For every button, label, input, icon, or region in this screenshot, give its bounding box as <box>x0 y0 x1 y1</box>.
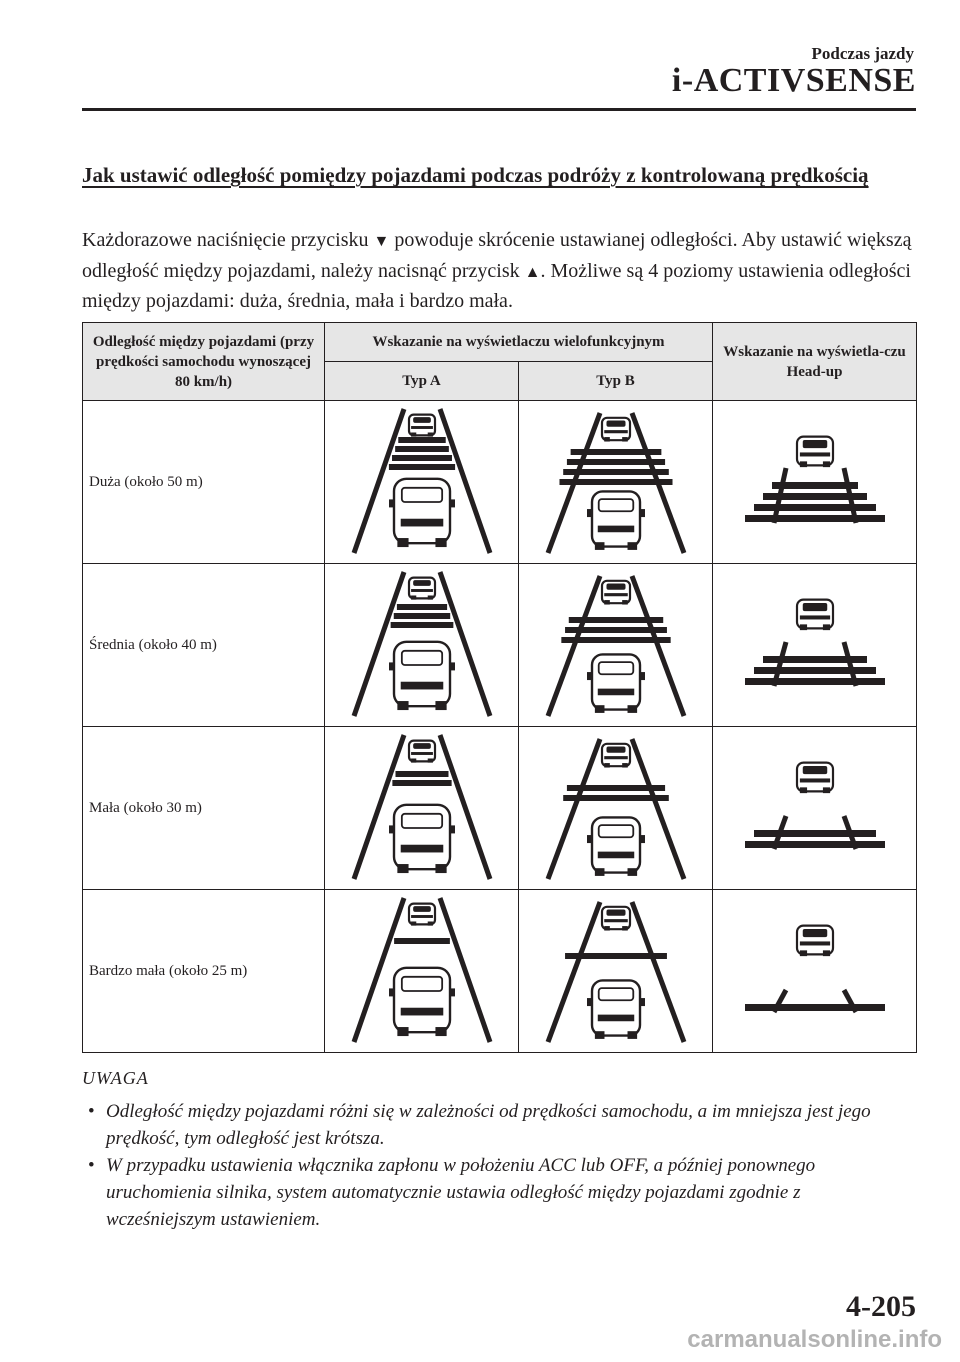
car-mirror <box>389 662 395 670</box>
header-section: Podczas jazdy <box>811 44 914 63</box>
car-wheel <box>594 868 604 876</box>
bullet-icon: • <box>88 1155 95 1176</box>
car-bumper <box>799 778 829 782</box>
type-b-figure <box>519 890 713 1053</box>
car-mirror <box>389 499 395 507</box>
table-row <box>83 564 917 727</box>
car-wheel <box>427 758 432 762</box>
lead-car-icon <box>409 904 435 926</box>
distance-bar <box>566 785 664 791</box>
car-trunk-line <box>597 1015 633 1022</box>
car-bumper <box>799 615 829 619</box>
distance-bar <box>568 617 662 623</box>
car-wheel <box>594 705 604 713</box>
col-header-headup: Wskazanie na wyświetla-czu Head-up <box>713 323 917 401</box>
car-wheel <box>397 864 408 873</box>
intro-text-3: . Możliwe są 4 poziomy ustawienia odległości między pojazdami: duża, średnia, mała i bardzo mała. <box>82 259 911 312</box>
car-bumper <box>799 941 829 945</box>
car-window <box>413 580 431 586</box>
distance-bar <box>395 446 449 452</box>
distance-bar <box>754 830 876 837</box>
note-list <box>88 1098 908 1233</box>
car-window <box>802 929 826 937</box>
distance-bar <box>565 627 667 633</box>
headup-figure <box>713 890 917 1053</box>
car-mirror <box>639 998 645 1006</box>
section-heading: Jak ustawić odległość pomiędzy pojazdami podczas podróży z kontrolowaną prędkością <box>82 163 869 187</box>
car-window <box>401 488 441 502</box>
type-a-figure <box>325 890 519 1053</box>
car-wheel <box>411 595 416 599</box>
distance-bar <box>745 678 885 685</box>
distance-bar <box>745 1004 885 1011</box>
car-wheel <box>427 432 432 436</box>
distance-bar <box>394 938 450 944</box>
own-car-icon <box>587 817 645 876</box>
car-wheel <box>397 538 408 547</box>
col-header-type-a: Typ A <box>325 362 519 401</box>
headup-figure <box>713 401 917 564</box>
car-bumper <box>604 593 628 596</box>
intro-text-1: Każdorazowe naciśnięcie przycisku <box>82 229 374 251</box>
car-wheel <box>411 758 416 762</box>
distance-bar <box>388 464 454 470</box>
car-wheel <box>427 921 432 925</box>
car-trunk-line <box>400 1008 443 1016</box>
lead-car-icon <box>602 907 630 931</box>
distance-bar <box>559 479 672 485</box>
car-window <box>401 814 441 828</box>
lead-car-icon <box>602 418 630 442</box>
distance-table <box>82 322 917 1053</box>
car-trunk-line <box>597 689 633 696</box>
car-wheel <box>799 787 806 793</box>
car-wheel <box>604 437 610 441</box>
car-window <box>606 909 625 915</box>
car-wheel <box>822 787 829 793</box>
table-row <box>83 890 917 1053</box>
col-header-distance: Odległość między pojazdami (przy prędkości samochodu wynoszącej 80 km/h) <box>83 323 325 401</box>
headup-figure <box>713 564 917 727</box>
note-text: Odległość między pojazdami różni się w zależności od prędkości samochodu, a im mniejsza jest jego prędkość, tym odległość jest krótsza. <box>106 1101 871 1149</box>
car-bumper <box>411 915 433 918</box>
lead-car-icon <box>409 415 435 437</box>
car-mirror <box>587 509 593 517</box>
distance-bar <box>566 459 664 465</box>
car-mirror <box>639 672 645 680</box>
car-wheel <box>627 542 637 550</box>
car-wheel <box>799 950 806 956</box>
car-mirror <box>639 509 645 517</box>
type-a-figure <box>325 401 519 564</box>
car-mirror <box>639 835 645 843</box>
intro-text-2: powoduje skrócenie ustawianej odległości. Aby ustawić większą odległość między pojazdami, należy nacisnąć przycisk <box>82 229 912 282</box>
car-mirror <box>449 988 455 996</box>
car-trunk-line <box>400 845 443 853</box>
car-mirror <box>449 662 455 670</box>
lead-car-icon <box>797 763 833 794</box>
lead-car-icon <box>602 581 630 605</box>
table-row <box>83 727 917 890</box>
distance-label: Bardzo mała (około 25 m) <box>83 890 325 1053</box>
car-window <box>598 825 633 837</box>
car-bumper <box>411 752 433 755</box>
distance-label: Mała (około 30 m) <box>83 727 325 890</box>
col-header-type-b: Typ B <box>519 362 713 401</box>
note-title: UWAGA <box>82 1068 149 1088</box>
car-window <box>401 651 441 665</box>
car-wheel <box>799 624 806 630</box>
distance-bar <box>396 604 446 610</box>
up-triangle-icon: ▲ <box>524 263 541 281</box>
car-wheel <box>622 763 628 767</box>
lead-car-icon <box>409 741 435 763</box>
car-wheel <box>627 705 637 713</box>
car-bumper <box>604 756 628 759</box>
list-item <box>88 1098 908 1152</box>
car-wheel <box>397 1027 408 1036</box>
own-car-icon <box>389 968 455 1036</box>
down-triangle-icon: ▼ <box>373 233 390 250</box>
car-window <box>802 603 826 611</box>
car-wheel <box>435 538 446 547</box>
type-a-figure <box>325 727 519 890</box>
car-window <box>413 906 431 912</box>
car-bumper <box>604 430 628 433</box>
car-trunk-line <box>400 519 443 527</box>
car-wheel <box>397 701 408 710</box>
type-b-figure <box>519 727 713 890</box>
car-window <box>606 746 625 752</box>
car-window <box>598 988 633 1000</box>
car-wheel <box>627 868 637 876</box>
car-window <box>606 583 625 589</box>
distance-bar <box>563 795 669 801</box>
car-mirror <box>587 835 593 843</box>
header-title: i-ACTIVSENSE <box>671 62 916 99</box>
type-a-figure <box>325 564 519 727</box>
col-header-multi: Wskazanie na wyświetlaczu wielofunkcyjnym <box>325 323 713 362</box>
page-number: 4-205 <box>846 1290 916 1323</box>
car-wheel <box>604 926 610 930</box>
own-car-icon <box>389 805 455 873</box>
car-wheel <box>435 864 446 873</box>
car-window <box>802 440 826 448</box>
own-car-icon <box>587 654 645 713</box>
car-wheel <box>822 950 829 956</box>
distance-label: Duża (około 50 m) <box>83 401 325 564</box>
car-bumper <box>604 919 628 922</box>
distance-bar <box>393 613 449 619</box>
distance-bar <box>754 504 876 511</box>
car-wheel <box>622 926 628 930</box>
car-wheel <box>799 461 806 467</box>
table-row <box>83 401 917 564</box>
distance-bar <box>563 469 669 475</box>
lead-car-icon <box>602 744 630 768</box>
distance-bar <box>398 437 445 443</box>
car-wheel <box>411 921 416 925</box>
lead-car-icon <box>409 578 435 600</box>
car-wheel <box>622 437 628 441</box>
car-window <box>598 662 633 674</box>
header-rule <box>82 108 916 111</box>
own-car-icon <box>389 642 455 710</box>
car-window <box>598 499 633 511</box>
distance-bar <box>745 841 885 848</box>
bullet-icon: • <box>88 1101 95 1122</box>
car-mirror <box>389 988 395 996</box>
car-window <box>413 743 431 749</box>
car-wheel <box>594 1031 604 1039</box>
distance-bar <box>570 449 661 455</box>
car-trunk-line <box>400 682 443 690</box>
intro-paragraph <box>82 226 922 317</box>
lead-car-icon <box>797 437 833 468</box>
distance-label: Średnia (około 40 m) <box>83 564 325 727</box>
headup-figure <box>713 727 917 890</box>
car-bumper <box>411 426 433 429</box>
type-b-figure <box>519 564 713 727</box>
car-trunk-line <box>597 526 633 533</box>
car-trunk-line <box>597 852 633 859</box>
car-window <box>802 766 826 774</box>
distance-bar <box>392 455 452 461</box>
car-mirror <box>449 825 455 833</box>
car-wheel <box>411 432 416 436</box>
car-window <box>413 417 431 423</box>
distance-bar <box>395 771 448 777</box>
own-car-icon <box>389 479 455 547</box>
car-mirror <box>587 998 593 1006</box>
note-text: W przypadku ustawienia włącznika zapłonu w położeniu ACC lub OFF, a później ponownego uruchomienia silnika, system automatycznie ustawia odległość między pojazdami zgodnie z wcześniejszym ustawieniem. <box>106 1155 816 1230</box>
car-wheel <box>427 595 432 599</box>
car-wheel <box>822 624 829 630</box>
distance-bar <box>392 780 451 786</box>
car-wheel <box>604 763 610 767</box>
distance-bar <box>745 515 885 522</box>
distance-bar <box>754 667 876 674</box>
car-bumper <box>411 589 433 592</box>
car-wheel <box>822 461 829 467</box>
lead-car-icon <box>797 600 833 631</box>
car-wheel <box>435 701 446 710</box>
watermark: carmanualsonline.info <box>687 1326 942 1353</box>
car-bumper <box>799 452 829 456</box>
car-window <box>401 977 441 991</box>
car-window <box>606 420 625 426</box>
list-item <box>88 1152 908 1233</box>
distance-bar <box>561 637 670 643</box>
own-car-icon <box>587 980 645 1039</box>
car-mirror <box>587 672 593 680</box>
type-b-figure <box>519 401 713 564</box>
car-wheel <box>604 600 610 604</box>
distance-bar <box>565 953 667 959</box>
car-mirror <box>449 499 455 507</box>
car-wheel <box>435 1027 446 1036</box>
lead-car-icon <box>797 926 833 957</box>
car-mirror <box>389 825 395 833</box>
distance-bar <box>390 622 453 628</box>
car-wheel <box>627 1031 637 1039</box>
car-wheel <box>594 542 604 550</box>
car-wheel <box>622 600 628 604</box>
own-car-icon <box>587 491 645 550</box>
